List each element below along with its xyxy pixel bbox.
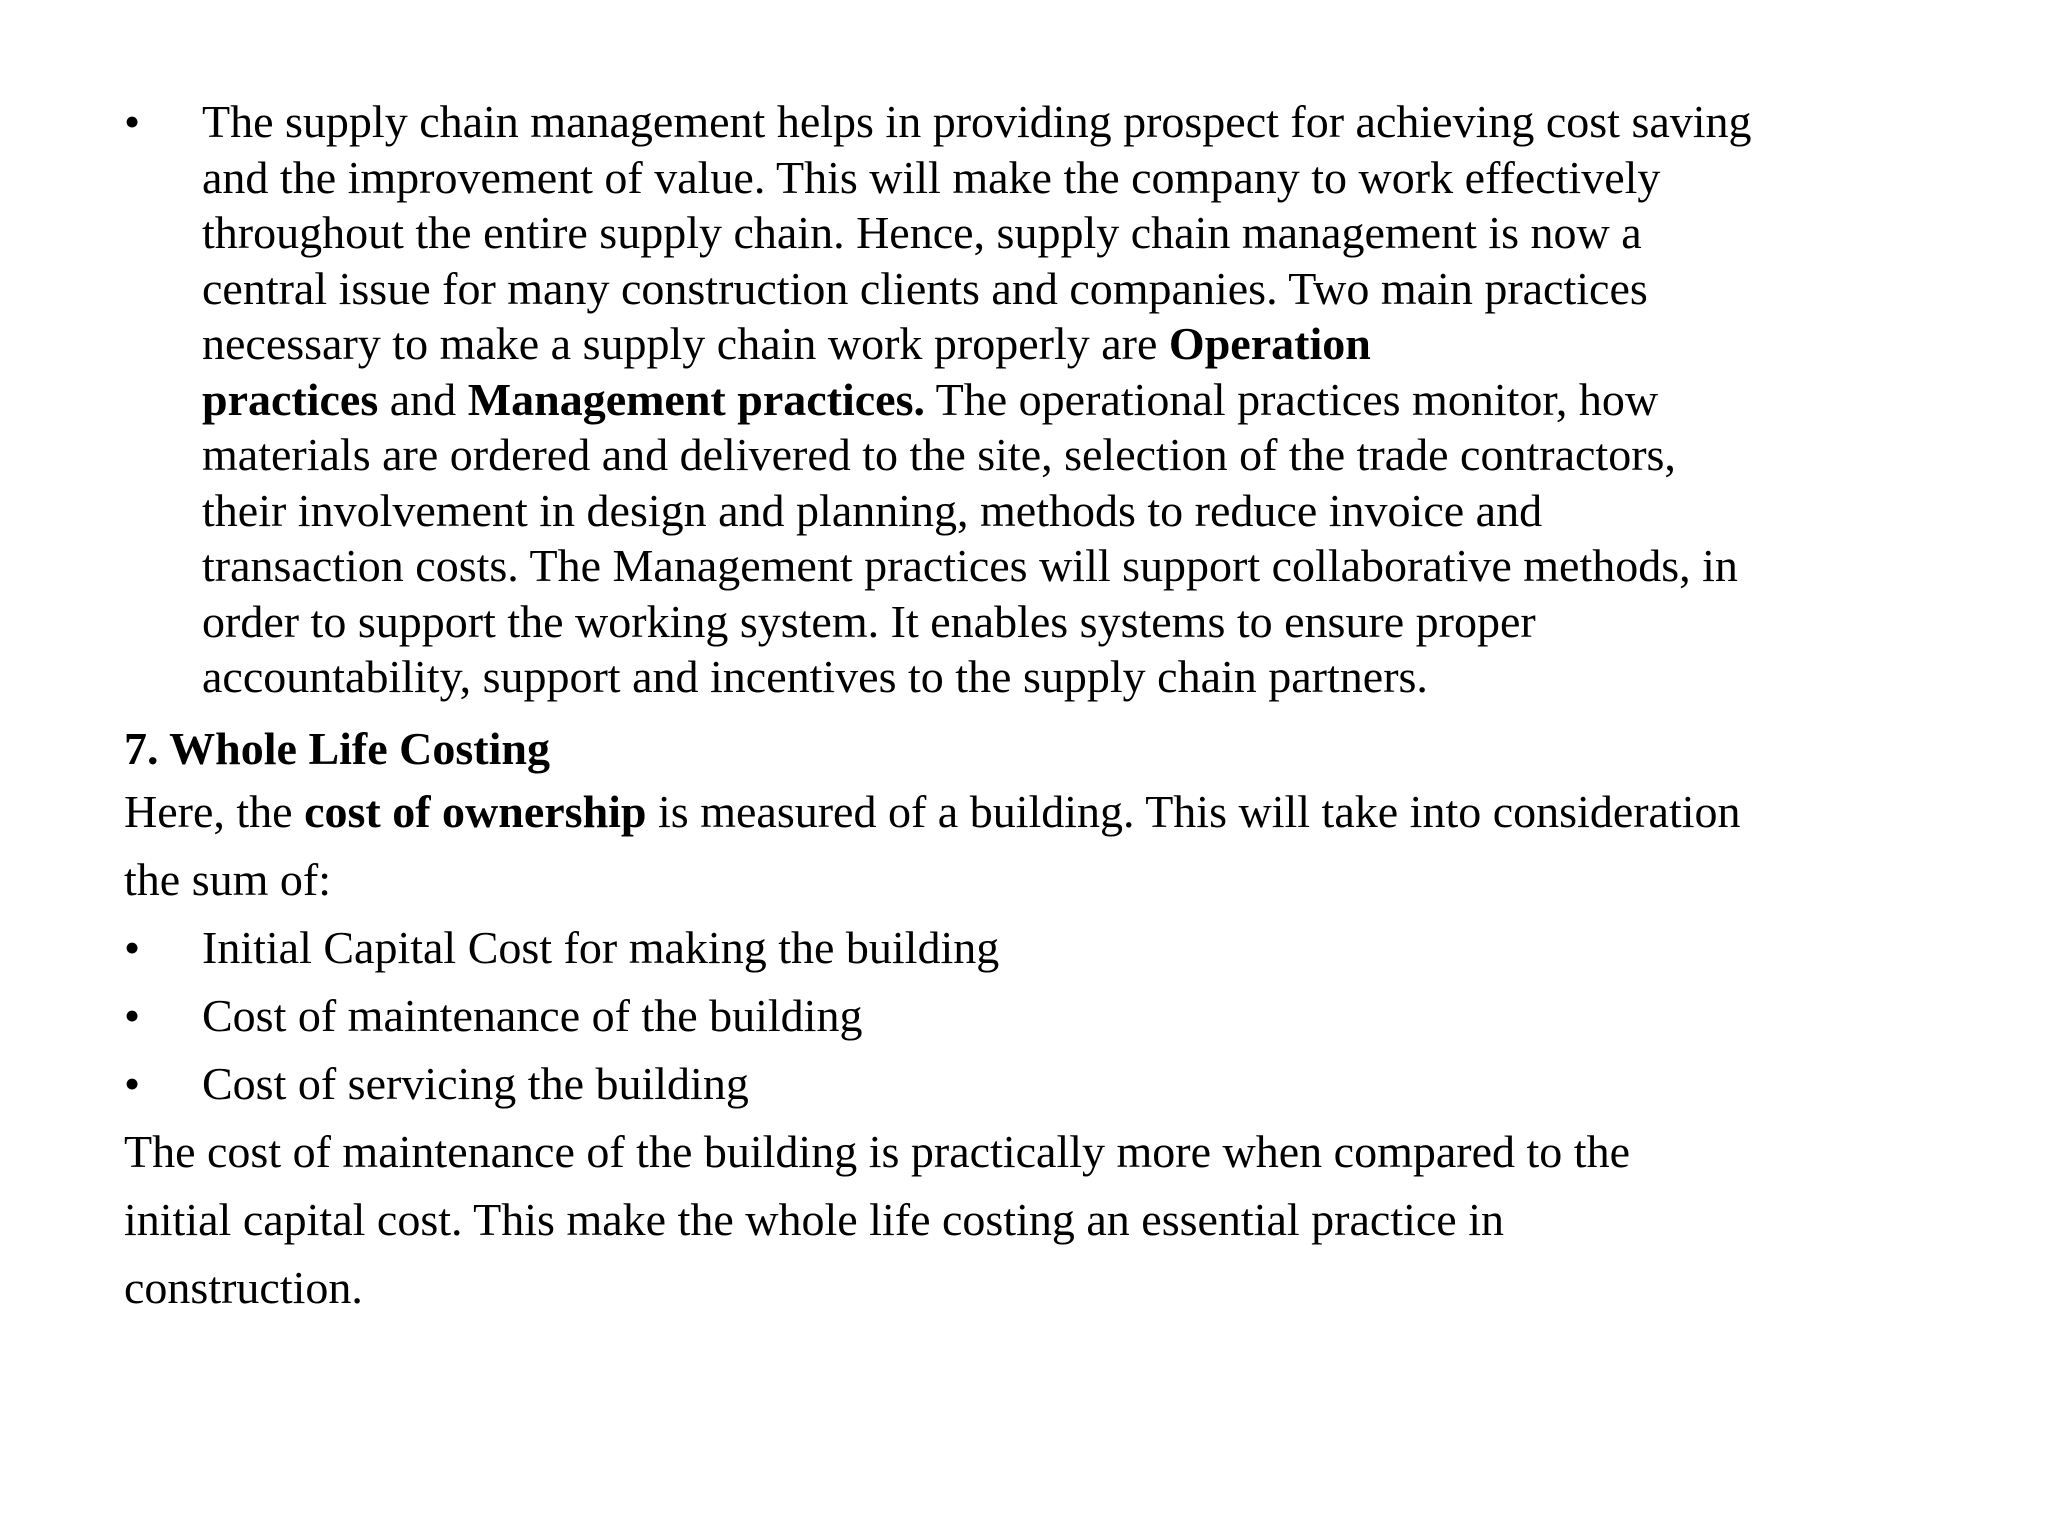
paragraph-line: The supply chain management helps in providing prospect for achieving cost saving: [202, 96, 1752, 147]
line-text: Here, the: [124, 786, 305, 837]
closing-line: initial capital cost. This make the whole life costing an essential practice in: [124, 1194, 1504, 1245]
list-item-text: Cost of maintenance of the building: [202, 990, 863, 1041]
paragraph-line: throughout the entire supply chain. Hence, supply chain management is now a: [202, 207, 1642, 258]
bullet-row: [124, 94, 2004, 705]
closing-line: construction.: [124, 1262, 363, 1313]
paragraph-line: central issue for many construction clients and companies. Two main practices: [202, 262, 1648, 314]
line-text: necessary to make a supply chain work properly are: [202, 318, 1169, 369]
list-item: [124, 1050, 2004, 1118]
paragraph-line: order to support the working system. It enables systems to ensure proper: [202, 595, 1536, 647]
paragraph-line: transaction costs. The Management practices will support collaborative methods, in: [202, 540, 1738, 591]
bullet-mark: •: [124, 96, 141, 147]
list-item: [124, 982, 2004, 1050]
paragraph-line: accountability, support and incentives to the supply chain partners.: [202, 651, 1428, 702]
list-item: [124, 914, 2004, 982]
bullet-mark: •: [124, 990, 141, 1041]
list-item-text: Cost of servicing the building: [202, 1058, 749, 1109]
list-item-text: Initial Capital Cost for making the building: [202, 922, 1000, 973]
paragraph-line: and the improvement of value. This will make the company to work effectively: [202, 151, 1661, 203]
paragraph-line: materials are ordered and delivered to the site, selection of the trade contractors,: [202, 429, 1676, 480]
bullet-mark: •: [124, 1058, 141, 1109]
paragraph-line: [202, 372, 2004, 428]
bold-term-management-practices: Management practices.: [467, 373, 925, 425]
paragraph-line: their involvement in design and planning, methods to reduce invoice and: [202, 484, 1543, 536]
section-heading: 7. Whole Life Costing: [124, 723, 550, 774]
bullet-mark: •: [124, 922, 141, 973]
line-text: and: [378, 373, 468, 425]
bullet-paragraph: [202, 94, 2004, 705]
intro-line: [124, 778, 2004, 846]
bold-term-operation: Operation: [1168, 318, 1371, 369]
line-text: The operational practices monitor, how: [925, 373, 1659, 425]
closing-line: The cost of maintenance of the building is practically more when compared to the: [124, 1126, 1630, 1177]
intro-line: the sum of:: [124, 854, 331, 905]
line-text: is measured of a building. This will take into consideration: [646, 786, 1741, 837]
supply-chain-bullet: [124, 94, 2004, 705]
paragraph-line: [202, 316, 2004, 372]
bold-term-practices: practices: [202, 373, 379, 425]
bold-term-cost-of-ownership: cost of ownership: [304, 786, 647, 837]
whole-life-costing-section: [124, 720, 2004, 1322]
